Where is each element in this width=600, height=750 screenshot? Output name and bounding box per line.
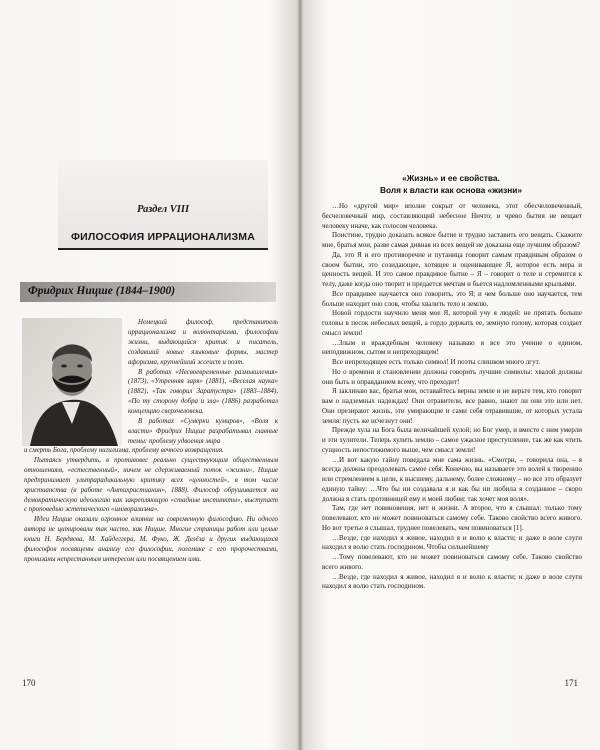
text-paragraph: …Везде, где находил я живое, находил я и волю к власти; и даже в воле слуги находил я волю стать господином.	[322, 572, 582, 591]
chapter-heading-line1: «Жизнь» и ее свойства.	[402, 173, 500, 183]
text-paragraph: Все непреходящее есть только символ! И поэты слишком много лгут.	[332, 358, 540, 366]
text-paragraph: Я заклинаю вас, братья мои, оставайтесь верны земле и не верьте тем, кто говорит вам о надземных надеждах! Они отравители, все равно, знают ли они это или нет. Они презирают жизнь, эти умирающие и сами себя отравившие, от которых устала земля: пусть же исчезнут они!	[322, 387, 582, 425]
page-number-right: 171	[564, 678, 578, 688]
text-paragraph: Там, где нет повиновения, нет и жизни. А второе, что я слышал: только тому повелевают, кто не может повиноваться самому себе. Таково свойство всего живого. Но вот третье я слышал, труднее повелевать, чем повиноваться [1].	[322, 504, 582, 532]
biography-text-upper	[128, 318, 278, 447]
bio-paragraph: и смерть Бога, проблему нигилизма, проблему вечного возвращения.	[24, 447, 224, 454]
section-title: ФИЛОСОФИЯ ИРРАЦИОНАЛИЗМА	[70, 231, 256, 243]
text-paragraph: …Тому повелевают, кто не может повиноваться самому себе. Таково свойство всего живого.	[322, 553, 582, 571]
page-number-left: 170	[22, 678, 36, 688]
bio-paragraph: В работах «Сумерки кумиров», «Воля к власти» Фридрих Ницше разрабатывал главные темы: проблему удвоения мира	[128, 418, 278, 445]
text-paragraph: Все правдивее научается оно говорить, это Я; и чем больше оно научается, тем больше находит оно слов, чтобы хвалить тело и землю.	[322, 289, 582, 308]
text-paragraph: Поистине, трудно доказать всякое бытие и трудно заставить его вещать. Скажите мне, братья мои, разве самая дивная из всех вещей не доказана еще лучшим образом?	[322, 231, 582, 249]
text-paragraph: Прежде хула на Бога была величайшей хулой; но Бог умер, и вместе с ним умерли и эти хулители. Теперь хулить землю – самое ужасное преступление, так же как чтить сущность непостижимого выше, чем смысл земли!	[322, 426, 582, 454]
portrait-image	[22, 318, 122, 446]
bio-paragraph: Идеи Ницше оказали огромное влияние на современную философию. Ни одного автора не цитировали так часто, как Ницше. Многие страницы работ или целые книги Н. Бердяева, М. Хайдеггера, М. Фуко, Ж. Делёза и других выдающихся философов посвящены анализу его философии, полемике с его пророчествами, пронизаны непрестанным интересом или посвящением ими.	[24, 516, 278, 563]
quotation-text	[322, 202, 582, 592]
text-paragraph: Но о времени и становлении должны говорить лучшие символы: хвалой должны они быть и оправданием всему, что преходит!	[322, 367, 582, 386]
text-paragraph: Да, это Я и его противоречие и путаница говорит самым правдивым образом о своем бытии, это созидающее, хотящее и оценивающее Я, которое есть мера и ценность вещей. И это самое правдивое бытие – Я – говорит о теле и стремится к телу, даже когда оно творит и предается мечтам и бьется надломленными крыльями.	[322, 250, 582, 288]
bio-paragraph: В работах «Несвоевременные размышления» (1873), «Утренняя заря» (1881), «Веселая наука» (1882), «Так говорил Заратустра» (1883–1884), «По ту сторону добра и зла» (1886) разработал концепцию сверхчеловека.	[128, 368, 278, 416]
text-paragraph: …Но «другой мир» вполне сокрыт от человека, этот обесчеловеченный, бесчеловечный мир, составляющий небесное Ничто; и чрево бытия не вещает человеку иначе, как голосом человека.	[322, 202, 582, 230]
bio-paragraph: Немецкий философ, представитель иррационализма и волюнтаризма, философии жизни, выдающийся критик и писатель, создавший новые языковые формы, мастер афоризма, крупнейший эссеист и поэт.	[128, 319, 278, 366]
section-header-box	[58, 160, 268, 250]
section-label: Раздел VIII	[136, 204, 190, 215]
portrait-illustration	[22, 318, 122, 446]
bio-paragraph: Пытаясь утвердить, в противовес реально существующим общественным отношениям, «естественный», ничем не сдерживаемый поток «жизни», Ницше предпринимает ультрарадикальную критику всех «ценностей», в том числе христианства (в работе «Антихристианин», 1888). Философ обрушивается на демократическую идеологию как закрепляющую «стадные инстинкты», выступает с проповедью эстетического «имморализма».	[24, 456, 278, 514]
chapter-heading	[316, 172, 586, 196]
text-paragraph: Новой гордости научило меня мое Я, которой учу я людей: не прятать больше головы в песок небесных вещей, а гордо держать ее, земную голову, которая создает смысл земли!	[322, 309, 582, 337]
text-paragraph: …И вот какую тайну поведала мне сама жизнь. «Смотри, – говорила она, – я всегда должна преодолевать самое себя. Конечно, вы называете это волей к творению или стремлением к цели, к высшему, дальнему, более сложному – но все это образует единую тайну: …Что бы ни создавала я и как бы ни любила я созданное – скоро должна я стать противницей ему и моей любви: так хочет моя воля».	[322, 455, 582, 503]
biography-text-lower	[24, 446, 278, 565]
text-paragraph: …Везде, где находил я живое, находил я и волю к власти; и даже в воле слуги находил я волю стать господином. Чтобы сильнейшему	[322, 533, 582, 552]
left-page	[0, 0, 298, 750]
person-banner	[20, 282, 276, 302]
right-page	[302, 0, 600, 750]
person-title: Фридрих Ницше (1844–1900)	[28, 285, 176, 297]
text-paragraph: …Злым и враждебным человеку называю я все это учение о едином, неподвижном, сытом и непреходящем!	[322, 338, 582, 357]
chapter-heading-line2: Воля к власти как основа «жизни»	[380, 185, 522, 195]
